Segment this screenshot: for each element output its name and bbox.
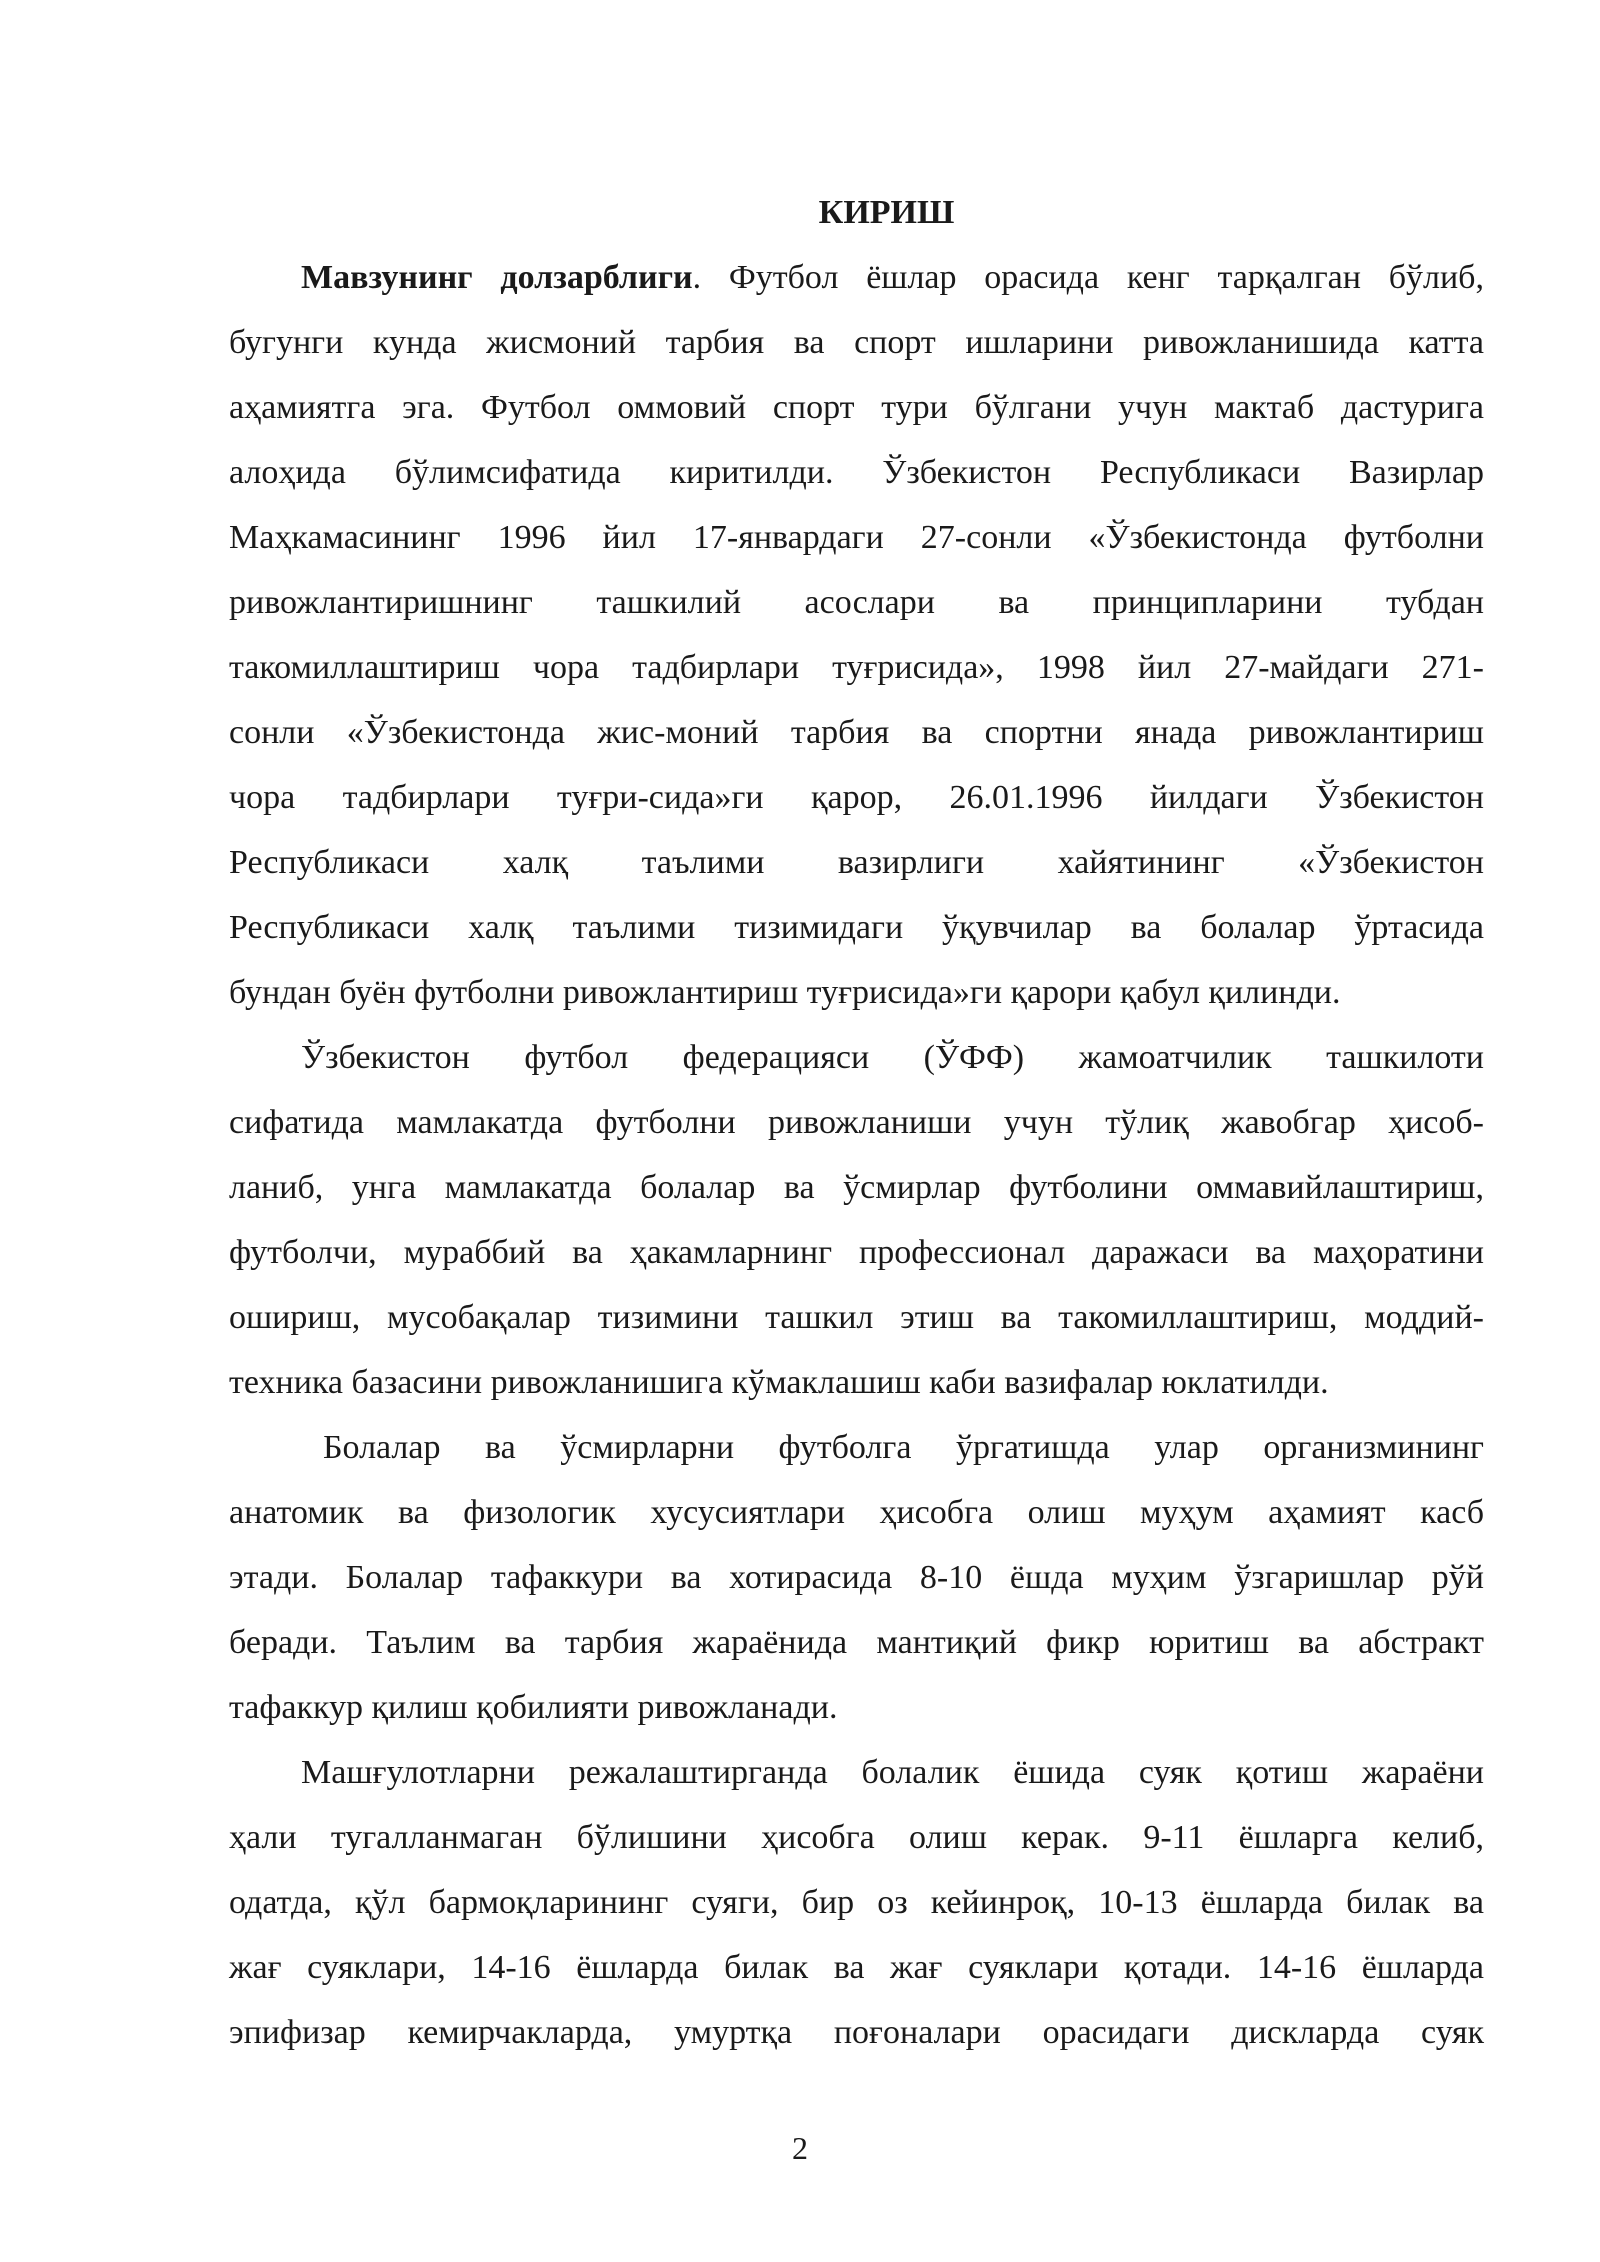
- text-line: Маҳкамасининг 1996 йил 17-январдаги 27-сонли «Ўзбекистонда футболни: [229, 519, 1484, 556]
- text-line: тафаккур қилиш қобилияти ривожланади.: [229, 1689, 838, 1726]
- paragraph-1: [229, 245, 1484, 1025]
- document-page: [229, 180, 1484, 2065]
- bold-lead: Мавзунинг долзарблиги: [301, 259, 693, 296]
- text-line: [229, 245, 1484, 310]
- text-line: бугунги кунда жисмоний тарбия ва спорт ишларини ривожланишида катта: [229, 324, 1484, 361]
- text-line: Машғулотларни режалаштирганда болалик ёшида суяк қотиш жараёни: [301, 1754, 1484, 1791]
- text-line: Республикаси халқ таълими вазирлиги хайятининг «Ўзбекистон: [229, 844, 1484, 881]
- text-line: этади. Болалар тафаккури ва хотирасида 8-10 ёшда муҳим ўзгаришлар рўй: [229, 1559, 1484, 1596]
- text-line: чора тадбирлари туғри-сида»ги қарор, 26.01.1996 йилдаги Ўзбекистон: [229, 779, 1484, 816]
- page-number: 2: [792, 2130, 808, 2166]
- text-line: ланиб, унга мамлакатда болалар ва ўсмирлар футболини оммавийлаштириш,: [229, 1169, 1484, 1206]
- text-line: Болалар ва ўсмирларни футболга ўргатишда улар организмининг: [323, 1429, 1484, 1466]
- text-line: беради. Таълим ва тарбия жараёнида мантиқий фикр юритиш ва абстракт: [229, 1624, 1484, 1661]
- paragraph-2: [229, 1025, 1484, 1415]
- text-line: анатомик ва физологик хусусиятлари ҳисобга олиш муҳум аҳамият касб: [229, 1494, 1484, 1531]
- text-line: Ўзбекистон футбол федерацияси (ЎФФ) жамоатчилик ташкилоти: [301, 1039, 1484, 1076]
- text-line: аҳамиятга эга. Футбол оммовий спорт тури бўлгани учун мактаб дастурига: [229, 389, 1484, 426]
- section-heading: КИРИШ: [818, 194, 955, 231]
- lead-rest: . Футбол ёшлар орасида кенг тарқалган бўлиб,: [692, 259, 1484, 296]
- text-line: сифатида мамлакатда футболни ривожланиши учун тўлиқ жавобгар ҳисоб-: [229, 1104, 1484, 1141]
- text-line: алоҳида бўлимсифатида киритилди. Ўзбекистон Республикаси Вазирлар: [229, 454, 1484, 491]
- text-line: техника базасини ривожланишига кўмаклашиш каби вазифалар юклатилди.: [229, 1364, 1329, 1401]
- paragraph-4: [229, 1740, 1484, 2065]
- text-line: сонли «Ўзбекистонда жис-моний тарбия ва спортни янада ривожлантириш: [229, 714, 1484, 751]
- paragraph-3: [229, 1415, 1484, 1740]
- text-line: ошириш, мусобақалар тизимини ташкил этиш ва такомиллаштириш, моддий-: [229, 1299, 1484, 1336]
- text-line: ҳали тугалланмаган бўлишини ҳисобга олиш керак. 9-11 ёшларга келиб,: [229, 1819, 1484, 1856]
- text-line: бундан буён футболни ривожлантириш туғрисида»ги қарори қабул қилинди.: [229, 974, 1341, 1011]
- text-line: одатда, қўл бармоқларининг суяги, бир оз кейинроқ, 10-13 ёшларда билак ва: [229, 1884, 1484, 1921]
- text-line: жағ суяклари, 14-16 ёшларда билак ва жағ суяклари қотади. 14-16 ёшларда: [229, 1949, 1484, 1986]
- text-line: Республикаси халқ таълими тизимидаги ўқувчилар ва болалар ўртасида: [229, 909, 1484, 946]
- text-line: ривожлантиришнинг ташкилий асослари ва принципларини тубдан: [229, 584, 1484, 621]
- text-line: эпифизар кемирчакларда, умуртқа поғоналари орасидаги дискларда суяк: [229, 2014, 1484, 2051]
- text-line: такомиллаштириш чора тадбирлари туғрисида», 1998 йил 27-майдаги 271-: [229, 649, 1484, 686]
- text-line: футболчи, мураббий ва ҳакамларнинг профессионал даражаси ва маҳоратини: [229, 1234, 1484, 1271]
